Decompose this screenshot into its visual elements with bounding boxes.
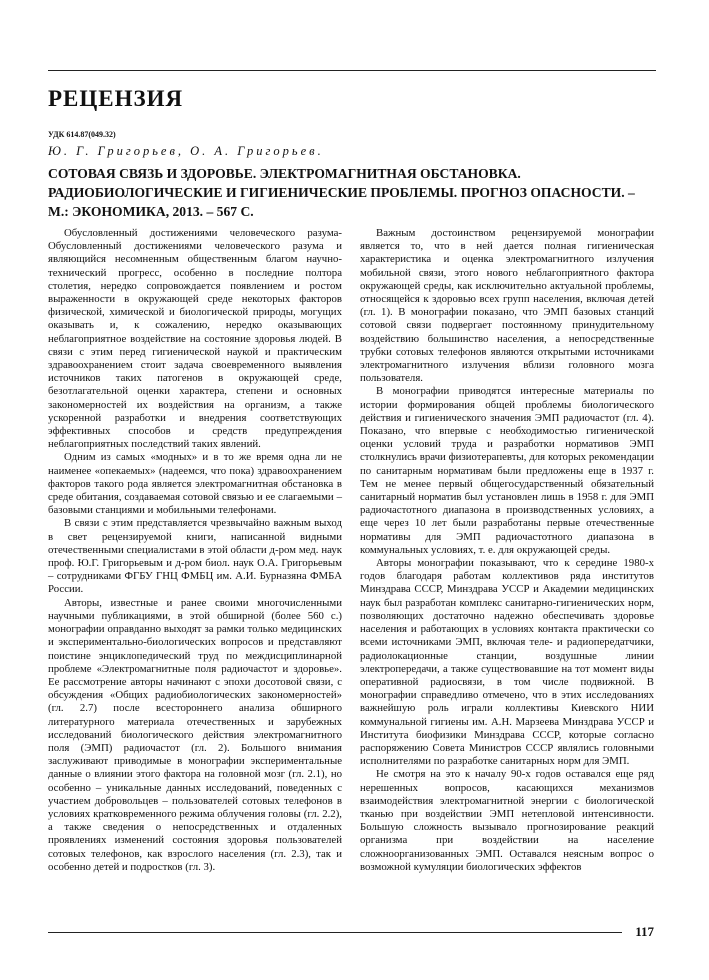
paragraph: Авторы монографии показывают, что к середине 1980-х годов благодаря работам коллективов ряда институтов Минздрава СССР, Минздрава УССР и Академии медицинских наук был разработан комплекс санитарно-гигиенических норм, позволяющих достаточно надежно обеспечивать здоровье населения и работающих в условиях контакта практически со всеми источниками ЭМП, включая теле- и радиопередатчики, радиолокационные станции, воздушные линии электропередачи, а также существовавшие на тот момент виды оперативной радиосвязи, в том числе подвижной. В монографии справедливо отмечено, что в этих исследованиях важнейшую роль играли коллективы Киевского НИИ коммунальной гигиены им. А.Н. Марзеева Минздрава УССР и Института биофизики Минздрава СССР, которые согласно распоряжению Совета Министров СССР являлись головными исполнителями по разработке санитарных норм для ЭМП.: [360, 557, 654, 768]
bottom-rule: [48, 932, 622, 933]
paragraph: Важным достоинством рецензируемой монографии является то, что в ней дается полная гигиеническая характеристика и оценка электромагнитного излучения мобильной связи, этого нового неблагоприятного фактора окружающей среды, как исключительно актуальной проблемы, относящейся к здоровью всех групп населения, включая детей (гл. 1). В монографии показано, что ЭМП базовых станций сотовой связи подвергает постоянному принудительному воздействию большинство населения, а непосредственные трубки сотовых телефонов являются открытыми источниками электромагнитного излучения вблизи головного мозга пользователя.: [360, 227, 654, 385]
udk-code: УДК 614.87(049.32): [48, 130, 116, 139]
top-rule: [48, 70, 656, 71]
paragraph: В связи с этим представляется чрезвычайно важным выход в свет рецензируемой книги, написанной видными отечественными специалистами в этой области д-ром мед. наук проф. Ю.Г. Григорьевым и д-ром биол. наук О.А. Григорьевым – сотрудниками ФГБУ ГНЦ ФМБЦ им. А.И. Бурназяна ФМБА России.: [48, 517, 342, 596]
paragraph: Обусловленный достижениями человеческого разума-Обусловленный достижениями человеческого разума и являющийся несомненным общественным благом научно-технический прогресс, особенно в последние полтора столетия, нередко сопровождается появлением и ростом выраженности в окружающей среде некоторых факторов физической, химической и биологической природы, могущих оказывать и, к сожалению, нередко оказывающих неблагоприятное воздействие на состояние здоровья людей. В связи с этим перед гигиенической наукой и практическим здравоохранением стоит задача своевременного выявления источников таких патогенов в окружающей среде, безотлагательной оценки характера, степени и основных закономерностей их воздействия на организм, а также ускоренной разработки и внедрения соответствующих эффективных способов и средств предупреждения неблагоприятных последствий таких явлений.: [48, 227, 342, 451]
paragraph: Одним из самых «модных» и в то же время одна ли не наименее «опекаемых» (надеемся, что пока) здравоохранением факторов такого рода является электромагнитная обстановка в среде обитания, создаваемая сотовой связью и ее слагаемыми – базовыми станциями и мобильными телефонами.: [48, 451, 342, 517]
authors: Ю. Г. Григорьев, О. А. Григорьев.: [48, 144, 324, 158]
paragraph: Авторы, известные и ранее своими многочисленными научными публикациями, в этой обширной (более 560 с.) монографии оправданно выходят за рамки только медицинских и экспериментально-биологических вопросов и представляют поистине энциклопедический труд по междисциплинарной проблеме «Электромагнитные поля радиочастот и здоровье». Ее рассмотрение авторы начинают с эпохи досотовой связи, с обсуждения «Общих радиобиологических закономерностей» (гл. 2.7) после всестороннего анализа обширного литературного материала отечественных и зарубежных исследований биологического действия электромагнитного поля (ЭМП) радиочастот (гл. 2). Большого внимания заслуживают приводимые в монографии экспериментальные данные о влиянии этого фактора на головной мозг (гл. 2.1), но особенно – уникальные данных исследований, поведенных с участием добровольцев – пользователей сотовых телефонов в условиях кратковременного режима облучения головы (гл. 2.2), а также сведения о непосредственных и отдаленных проявлениях изменений состояния здоровья пользователей сотовых телефонов, как взрослого населения (гл. 2.3), так и особенно детей и подростков (гл. 3).: [48, 596, 342, 873]
page-number: 117: [632, 924, 654, 940]
paragraph: Не смотря на это к началу 90-х годов оставался еще ряд нерешенных вопросов, касающихся механизмов взаимодействия электромагнитной энергии с биологической тканью при воздействии ЭМП нетепловой интенсивности. Большую сложность вызывало прогнозирование реакций организма при воздействии на население сложноорганизованных ЭМП. Оставался неясным вопрос о возможной кумуляции биологических эффектов: [360, 768, 654, 873]
book-title: СОТОВАЯ СВЯЗЬ И ЗДОРОВЬЕ. ЭЛЕКТРОМАГНИТНАЯ ОБСТАНОВКА. РАДИОБИОЛОГИЧЕСКИЕ И ГИГИЕНИЧЕСКИЕ ПРОБЛЕМЫ. ПРОГНОЗ ОПАСНОСТИ. – М.: ЭКОНОМИКА, 2013. – 567 С.: [48, 166, 635, 219]
right-column: [360, 227, 654, 874]
section-title: РЕЦЕНЗИЯ: [48, 86, 184, 111]
paragraph: В монографии приводятся интересные материалы по истории формирования общей проблемы биологического действия и гигиенического значения ЭМП радиочастот (гл. 4). Показано, что впервые с необходимостью гигиенической оценки условий труда и разработки нормативов ЭМП столкнулись врачи физиотерапевты, для которых рекомендации по санитарным нормативам были предложены еще в 1937 г. Тем не менее первый общегосударственный обязательный санитарный норматив был установлен лишь в 1958 г. для ЭМП радиочастотного диапазона в производственных условиях, а еще через 10 лет были разработаны первые отечественные нормативы для ЭМП радиочастотного диапазона в коммунальных условиях, т. е. для окружающей среды.: [360, 385, 654, 556]
left-column: [48, 227, 342, 874]
